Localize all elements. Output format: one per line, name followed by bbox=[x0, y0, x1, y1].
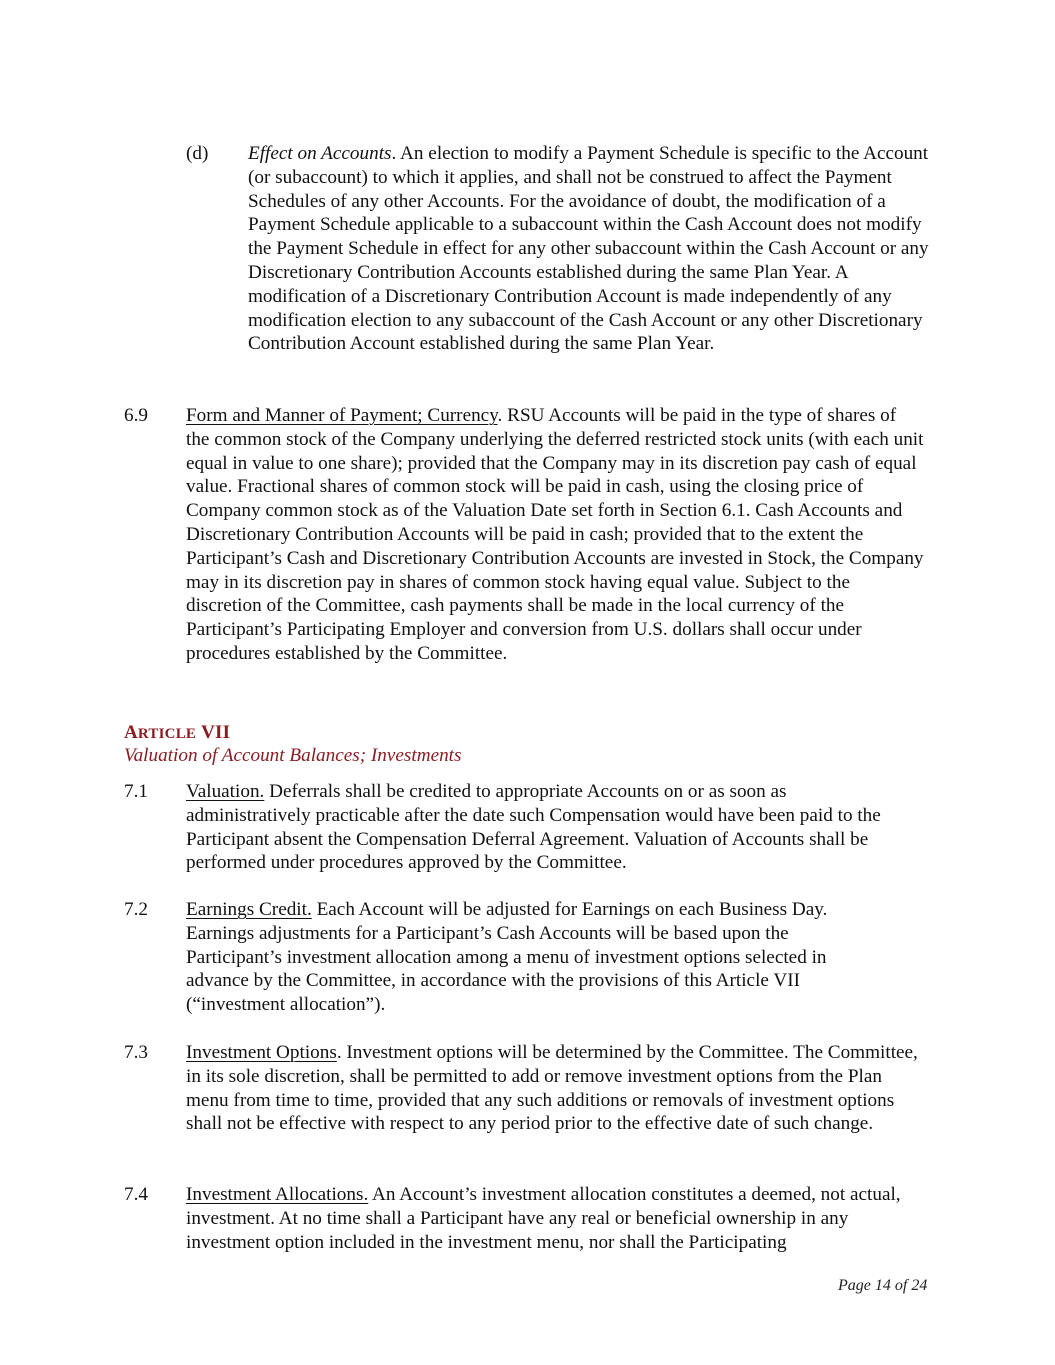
article-heading-numeral: VII bbox=[201, 722, 231, 743]
section-number: 7.1 bbox=[124, 781, 148, 802]
section-title: Valuation. bbox=[186, 781, 265, 802]
section-title: Earnings Credit. bbox=[186, 899, 312, 920]
section-text bbox=[186, 1041, 922, 1136]
section-body: . Investment options will be determined by the Committee. The Committee, in its sole discretion, shall be permitted to add or remove investment options from the Plan menu from time to time, provided that any such additions or removals of investment options shall not be effective with respect to any period prior to the effective date of such change. bbox=[186, 1042, 918, 1135]
subsection-text bbox=[248, 142, 932, 356]
subsection-title: Effect on Accounts bbox=[248, 143, 392, 164]
section-number: 7.2 bbox=[124, 899, 148, 920]
subsection-body: . An election to modify a Payment Schedule is specific to the Account (or subaccount) to which it applies, and shall not be construed to affect the Payment Schedules of any other Accounts. For the avoidance of doubt, the modification of a Payment Schedule applicable to a subaccount within the Cash Account does not modify the Payment Schedule in effect for any other subaccount within the Cash Account or any Discretionary Contribution Accounts established during the same Plan Year. A modification of a Discretionary Contribution Account is made independently of any modification election to any subaccount of the Cash Account or any other Discretionary Contribution Account established during the same Plan Year. bbox=[248, 143, 929, 355]
section-text bbox=[186, 404, 924, 666]
subsection-label: (d) bbox=[186, 143, 209, 164]
section-title: Form and Manner of Payment; Currency bbox=[186, 405, 498, 426]
section-title: Investment Allocations. bbox=[186, 1184, 369, 1205]
section-body: . RSU Accounts will be paid in the type of shares of the common stock of the Company underlying the deferred restricted stock units (with each unit equal in value to one share); provided that the Company may in its discretion pay cash of equal value. Fractional shares of common stock will be paid in cash, using the closing price of Company common stock as of the Valuation Date set forth in Section 6.1. Cash Accounts and Discretionary Contribution Accounts will be paid in cash; provided that to the extent the Participant’s Cash and Discretionary Contribution Accounts are invested in Stock, the Company may in its discretion pay in shares of common stock having equal value. Subject to the discretion of the Committee, cash payments shall be made in the local currency of the Participant’s Participating Employer and conversion from U.S. dollars shall occur under procedures established by the Committee. bbox=[186, 405, 924, 664]
article-heading-initial: A bbox=[124, 722, 138, 743]
section-number: 7.3 bbox=[124, 1042, 148, 1063]
article-subtitle: Valuation of Account Balances; Investments bbox=[124, 745, 462, 766]
section-text bbox=[186, 1183, 928, 1254]
section-body: Each Account will be adjusted for Earnings on each Business Day. Earnings adjustments for a Participant’s Cash Accounts will be based upon the Participant’s investment allocation among a menu of investment options selected in advance by the Committee, in accordance with the provisions of this Article VII (“investment allocation”). bbox=[186, 899, 828, 1016]
section-number: 7.4 bbox=[124, 1184, 148, 1205]
section-number: 6.9 bbox=[124, 405, 148, 426]
article-heading bbox=[124, 722, 230, 744]
section-text bbox=[186, 898, 888, 1017]
page-number: Page 14 of 24 bbox=[838, 1277, 928, 1294]
article-heading-word: RTICLE bbox=[137, 726, 197, 742]
section-title: Investment Options bbox=[186, 1042, 337, 1063]
section-body: An Account’s investment allocation constitutes a deemed, not actual, investment. At no time shall a Participant have any real or beneficial ownership in any investment option included in the investment menu, nor shall the Participating bbox=[186, 1184, 901, 1253]
section-body: Deferrals shall be credited to appropriate Accounts on or as soon as administratively practicable after the date such Compensation would have been paid to the Participant absent the Compensation Deferral Agreement. Valuation of Accounts shall be performed under procedures approved by the Committee. bbox=[186, 781, 881, 874]
section-text bbox=[186, 780, 900, 875]
